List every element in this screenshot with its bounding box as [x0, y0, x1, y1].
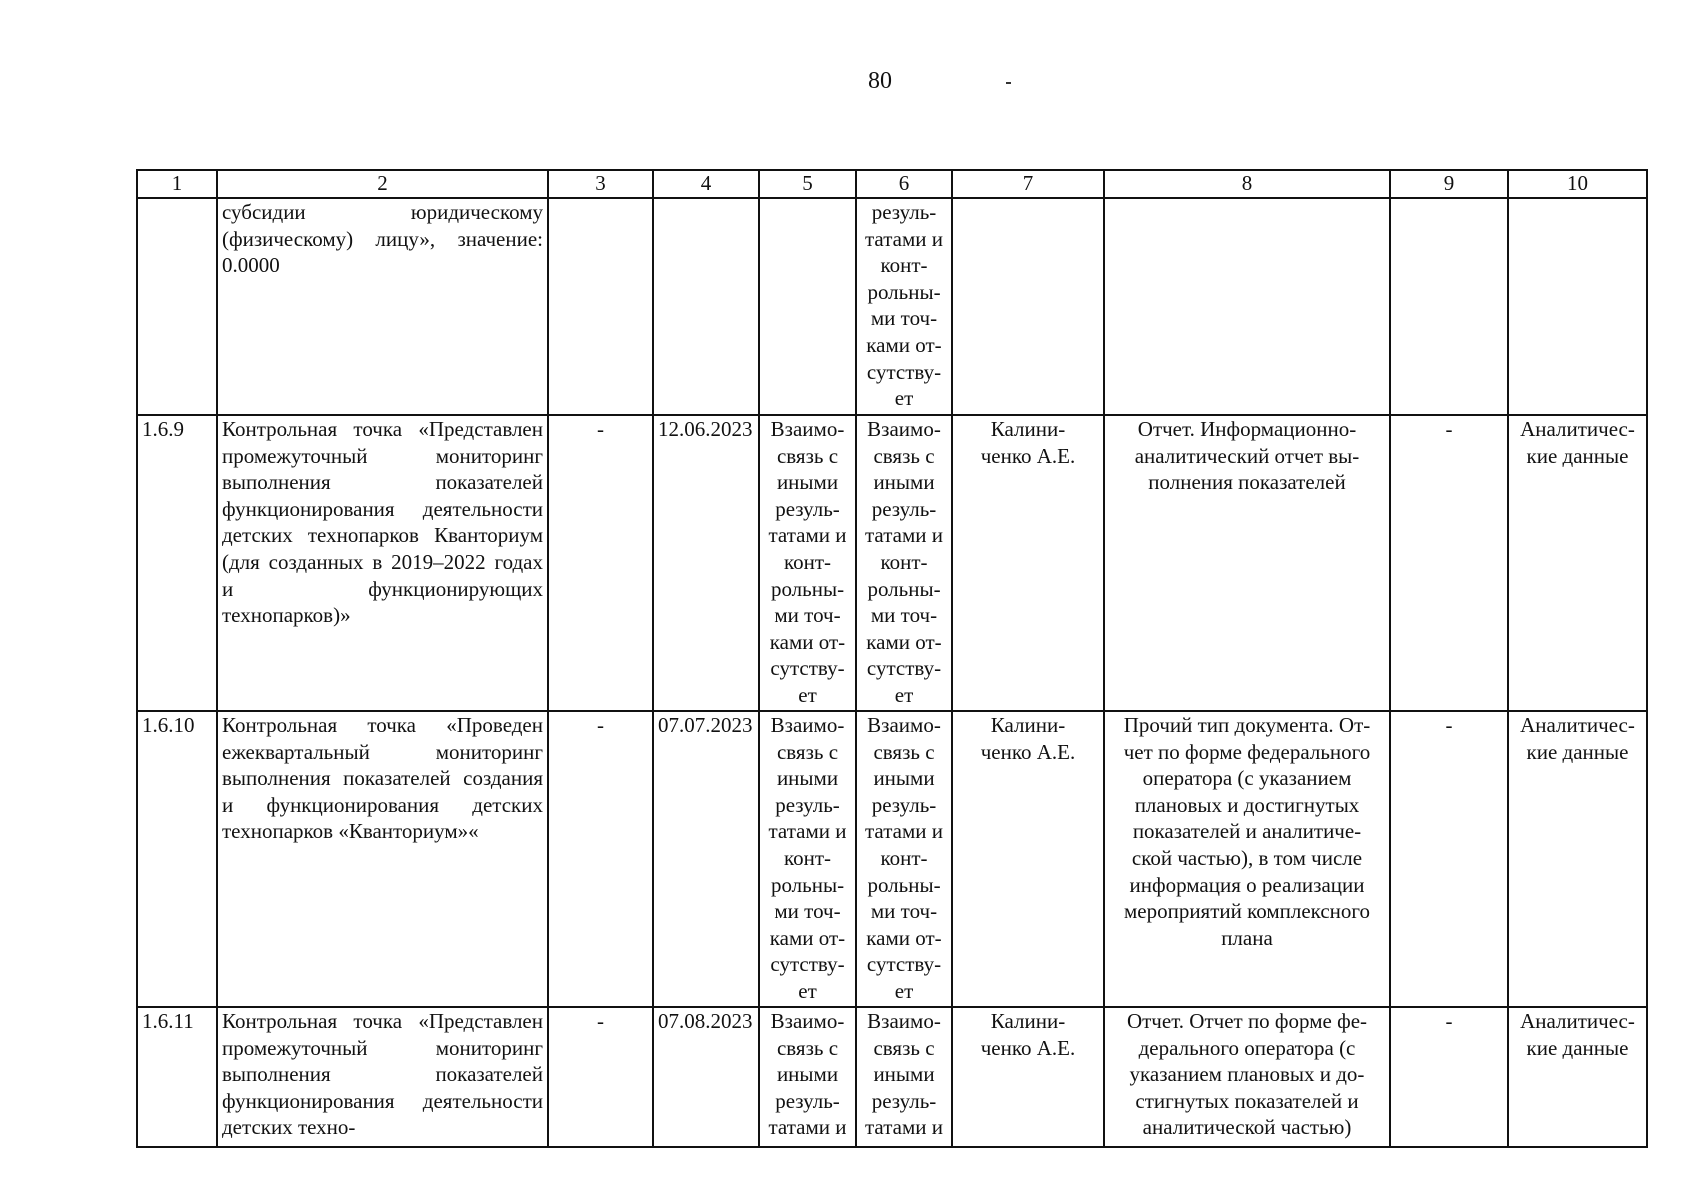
- row-document: Отчет. Информационно- аналитический отчет вы- полнения показателей: [1104, 415, 1390, 711]
- column-header: 3: [548, 170, 653, 198]
- scan-speck: [1006, 82, 1011, 84]
- row-col3: -: [548, 711, 653, 1007]
- row-description: субсидии юридическому (физическому) лицу», значение: 0.0000: [217, 198, 548, 415]
- row-col6: Взаимо- связь с иными резуль- татами и конт- рольны- ми точ- ками от- сутству- ет: [856, 415, 952, 711]
- row-col9: -: [1390, 415, 1508, 711]
- column-header: 1: [137, 170, 217, 198]
- row-number: 1.6.11: [137, 1007, 217, 1147]
- page-number: 80: [868, 68, 892, 94]
- row-col10: Аналитичес- кие данные: [1508, 1007, 1647, 1147]
- column-header: 10: [1508, 170, 1647, 198]
- row-document: Отчет. Отчет по форме фе- дерального оператора (с указанием плановых и до- стигнутых показателей и аналитической частью): [1104, 1007, 1390, 1147]
- row-col10: [1508, 198, 1647, 415]
- column-header: 5: [759, 170, 856, 198]
- row-col10: Аналитичес- кие данные: [1508, 415, 1647, 711]
- row-date: 12.06.2023: [653, 415, 759, 711]
- row-col3: -: [548, 1007, 653, 1147]
- row-col6: Взаимо- связь с иными резуль- татами и: [856, 1007, 952, 1147]
- row-date: 07.07.2023: [653, 711, 759, 1007]
- column-header: 2: [217, 170, 548, 198]
- column-header: 9: [1390, 170, 1508, 198]
- row-document: [1104, 198, 1390, 415]
- row-col9: -: [1390, 711, 1508, 1007]
- row-col3: -: [548, 415, 653, 711]
- table-row: [137, 711, 1647, 1007]
- control-points-table: [136, 169, 1648, 1148]
- column-header: 8: [1104, 170, 1390, 198]
- row-col9: -: [1390, 1007, 1508, 1147]
- row-description: Контрольная точка «Представлен промежуточный мониторинг выполнения показателей функционирования деятельности детских технопарков Кванториум (для созданных в 2019–2022 годах и функционирующих технопарков)»: [217, 415, 548, 711]
- row-number: 1.6.9: [137, 415, 217, 711]
- row-description: Контрольная точка «Представлен промежуточный мониторинг выполнения показателей функционирования деятельности детских техно-: [217, 1007, 548, 1147]
- column-header: 6: [856, 170, 952, 198]
- column-number-row: [137, 170, 1647, 198]
- row-number: [137, 198, 217, 415]
- row-description: Контрольная точка «Проведен ежеквартальный мониторинг выполнения показателей создания и функционирования детских технопарков «Кванториум»«: [217, 711, 548, 1007]
- row-col3: [548, 198, 653, 415]
- row-date: [653, 198, 759, 415]
- row-responsible: [952, 198, 1104, 415]
- column-header: 7: [952, 170, 1104, 198]
- table-row: [137, 1007, 1647, 1147]
- row-responsible: Калини- ченко А.Е.: [952, 1007, 1104, 1147]
- row-col5: Взаимо- связь с иными резуль- татами и конт- рольны- ми точ- ками от- сутству- ет: [759, 711, 856, 1007]
- row-responsible: Калини- ченко А.Е.: [952, 415, 1104, 711]
- table-row: [137, 415, 1647, 711]
- row-date: 07.08.2023: [653, 1007, 759, 1147]
- row-col10: Аналитичес- кие данные: [1508, 711, 1647, 1007]
- table-row: [137, 198, 1647, 415]
- row-col6: резуль- татами и конт- рольны- ми точ- ками от- сутству- ет: [856, 198, 952, 415]
- row-document: Прочий тип документа. От- чет по форме федерального оператора (с указанием плановых и достигнутых показателей и аналитиче- ской частью), в том числе информация о реализации мероприятий комплексного плана: [1104, 711, 1390, 1007]
- row-col6: Взаимо- связь с иными резуль- татами и конт- рольны- ми точ- ками от- сутству- ет: [856, 711, 952, 1007]
- row-responsible: Калини- ченко А.Е.: [952, 711, 1104, 1007]
- column-header: 4: [653, 170, 759, 198]
- row-number: 1.6.10: [137, 711, 217, 1007]
- row-col9: [1390, 198, 1508, 415]
- row-col5: Взаимо- связь с иными резуль- татами и: [759, 1007, 856, 1147]
- row-col5: Взаимо- связь с иными резуль- татами и конт- рольны- ми точ- ками от- сутству- ет: [759, 415, 856, 711]
- row-col5: [759, 198, 856, 415]
